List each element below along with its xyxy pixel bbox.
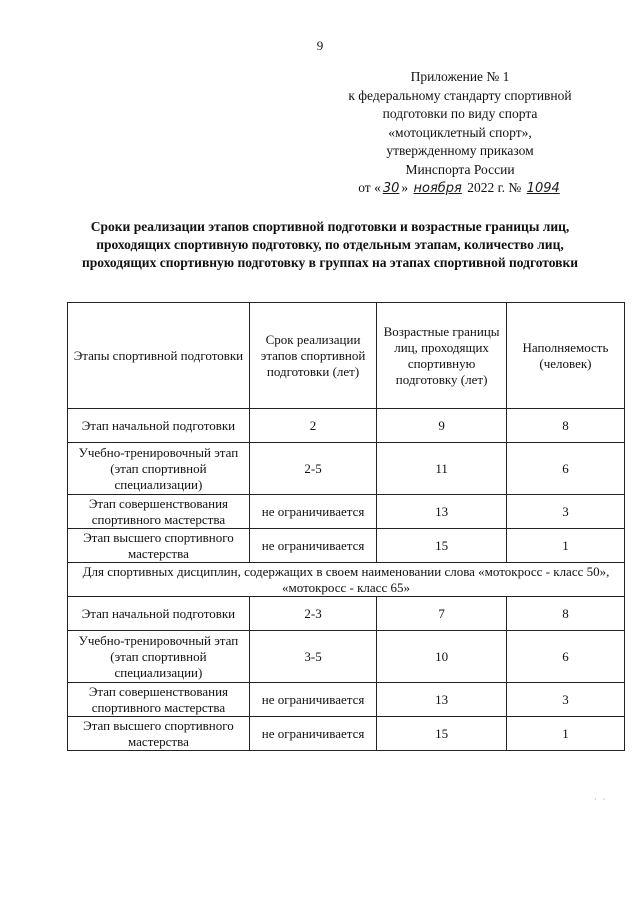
appendix-line: к федеральному стандарту спортивной bbox=[348, 87, 572, 103]
order-day: 30 bbox=[382, 181, 400, 196]
order-mid: » bbox=[401, 180, 409, 195]
scan-speck: · · bbox=[594, 795, 608, 804]
cell-term: не ограничивается bbox=[249, 717, 376, 751]
cell-term: не ограничивается bbox=[249, 683, 376, 717]
table-row bbox=[68, 495, 625, 529]
header-stage: Этапы спортивной подготовки bbox=[68, 303, 250, 409]
cell-size: 1 bbox=[506, 529, 624, 563]
cell-size: 8 bbox=[506, 597, 624, 631]
cell-term: 2-3 bbox=[249, 597, 376, 631]
order-year: 2022 г. № bbox=[467, 180, 522, 195]
cell-age: 13 bbox=[377, 683, 507, 717]
header-term: Срок реализации этапов спортивной подготовки (лет) bbox=[249, 303, 376, 409]
cell-age: 7 bbox=[377, 597, 507, 631]
order-number: 1094 bbox=[526, 181, 560, 196]
order-month: ноября bbox=[413, 181, 462, 196]
cell-stage: Этап начальной подготовки bbox=[68, 597, 250, 631]
cell-age: 9 bbox=[377, 409, 507, 443]
cell-size: 3 bbox=[506, 495, 624, 529]
cell-size: 3 bbox=[506, 683, 624, 717]
header-age: Возрастные границы лиц, проходящих спортивную подготовку (лет) bbox=[377, 303, 507, 409]
cell-stage: Этап высшего спортивного мастерства bbox=[68, 529, 250, 563]
cell-term: 2 bbox=[249, 409, 376, 443]
order-date-line bbox=[330, 179, 590, 199]
cell-term: не ограничивается bbox=[249, 529, 376, 563]
appendix-line: Приложение № 1 bbox=[410, 69, 510, 84]
appendix-line: «мотоциклетный спорт», bbox=[388, 124, 532, 140]
cell-stage: Этап совершенствования спортивного мастерства bbox=[68, 495, 250, 529]
table-row bbox=[68, 597, 625, 631]
cell-age: 10 bbox=[377, 631, 507, 683]
cell-age: 13 bbox=[377, 495, 507, 529]
document-title: Сроки реализации этапов спортивной подготовки и возрастные границы лиц, проходящих спортивную подготовку, по отдельным этапам, количество лиц, проходящих спортивную подготовку в группах на этапах спортивной подготовки bbox=[81, 219, 579, 270]
cell-size: 6 bbox=[506, 631, 624, 683]
cell-age: 15 bbox=[377, 529, 507, 563]
table-row bbox=[68, 683, 625, 717]
cell-term: 2-5 bbox=[249, 443, 376, 495]
table-row bbox=[68, 529, 625, 563]
table-header-row bbox=[68, 303, 625, 409]
appendix-line: Минспорта России bbox=[405, 161, 515, 177]
table-row bbox=[68, 631, 625, 683]
order-prefix: от « bbox=[358, 180, 381, 195]
section-label: Для спортивных дисциплин, содержащих в своем наименовании слова «мотокросс - класс 50», «мотокросс - класс 65» bbox=[68, 563, 625, 597]
cell-stage: Учебно-тренировочный этап (этап спортивной специализации) bbox=[68, 631, 250, 683]
section-row bbox=[68, 563, 625, 597]
cell-age: 15 bbox=[377, 717, 507, 751]
cell-term: 3-5 bbox=[249, 631, 376, 683]
appendix-block bbox=[330, 68, 590, 199]
cell-size: 1 bbox=[506, 717, 624, 751]
cell-stage: Этап начальной подготовки bbox=[68, 409, 250, 443]
table-row bbox=[68, 443, 625, 495]
table-row bbox=[68, 717, 625, 751]
appendix-line: утвержденному приказом bbox=[386, 143, 534, 158]
cell-size: 8 bbox=[506, 409, 624, 443]
cell-stage: Этап высшего спортивного мастерства bbox=[68, 717, 250, 751]
cell-stage: Этап совершенствования спортивного мастерства bbox=[68, 683, 250, 717]
cell-size: 6 bbox=[506, 443, 624, 495]
cell-term: не ограничивается bbox=[249, 495, 376, 529]
table-row bbox=[68, 409, 625, 443]
header-size: Наполняемость (человек) bbox=[506, 303, 624, 409]
appendix-line: подготовки по виду спорта bbox=[382, 106, 538, 121]
page-number: 9 bbox=[316, 38, 324, 53]
cell-age: 11 bbox=[377, 443, 507, 495]
stages-table bbox=[67, 302, 625, 751]
cell-stage: Учебно-тренировочный этап (этап спортивной специализации) bbox=[68, 443, 250, 495]
